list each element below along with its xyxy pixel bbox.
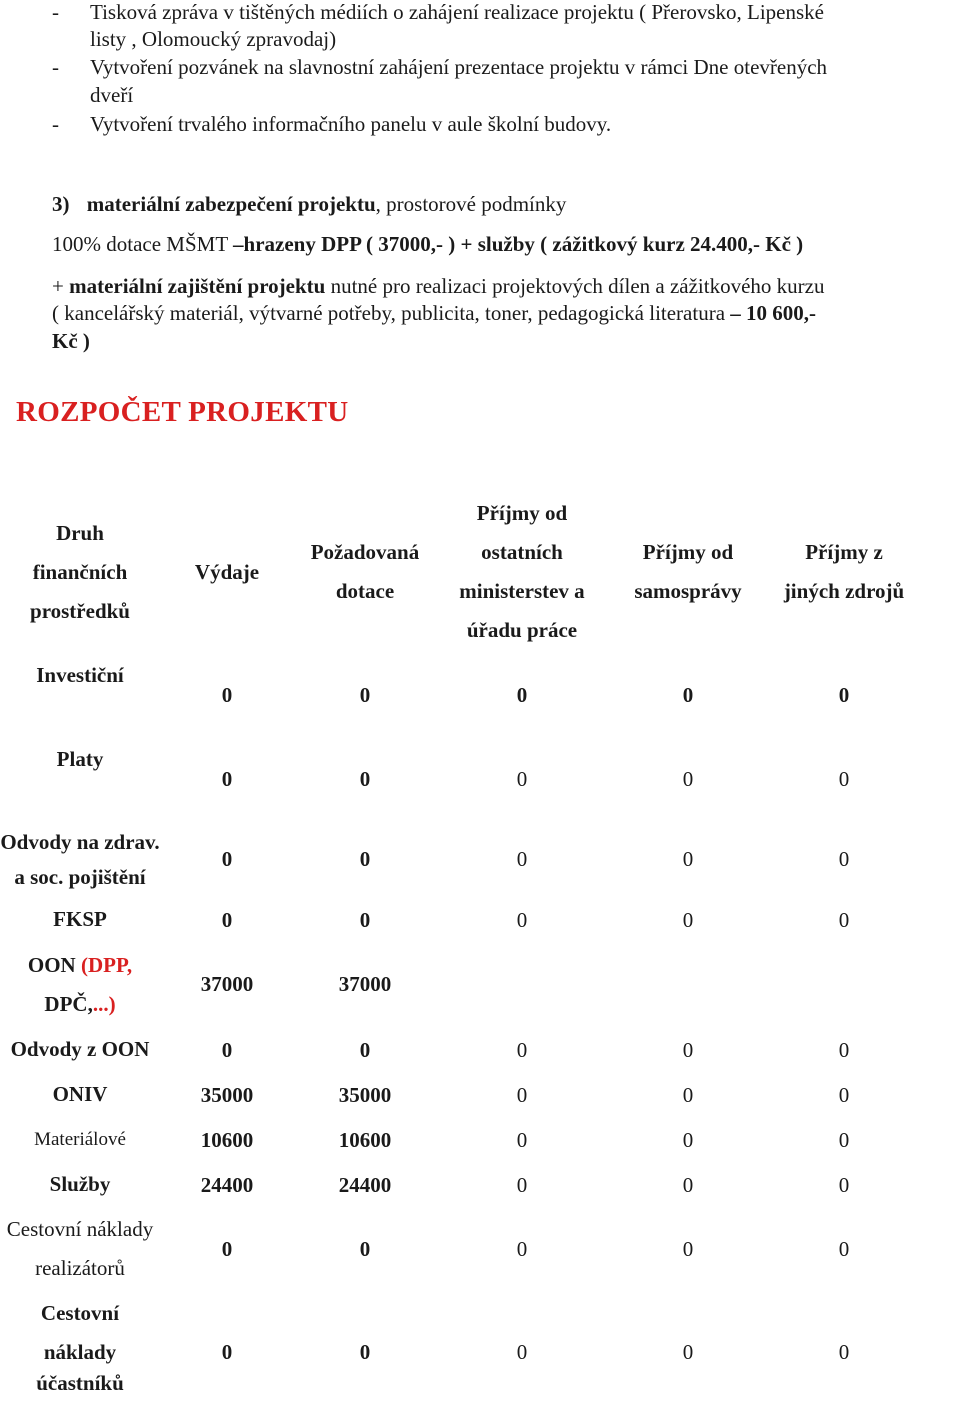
cell-value: 0 <box>838 847 850 871</box>
budget-title: ROZPOČET PROJEKTU <box>16 396 349 428</box>
bullet-text: dveří <box>90 83 134 107</box>
cell-value: 0 <box>221 1237 233 1261</box>
bullet-dash: - <box>52 112 59 136</box>
cell-value: 0 <box>838 1340 850 1364</box>
cell-value: 0 <box>359 908 371 932</box>
header-expenses: Výdaje <box>194 560 260 584</box>
cell-value: 0 <box>838 1128 850 1152</box>
cell-value: 0 <box>516 767 528 791</box>
cell-value: 0 <box>682 1340 694 1364</box>
row-label: Materiálové <box>34 1129 126 1150</box>
cell-value: 0 <box>682 1083 694 1107</box>
cell-value: 0 <box>359 1038 371 1062</box>
cell-value: 0 <box>516 908 528 932</box>
cell-value: 0 <box>682 1237 694 1261</box>
cell-value: 10600 <box>338 1128 392 1152</box>
cell-value: 0 <box>221 1340 233 1364</box>
cell-value: 0 <box>682 683 694 707</box>
cell-value: 0 <box>359 683 371 707</box>
material-line: Kč ) <box>52 329 90 353</box>
cell-value: 0 <box>359 847 371 871</box>
row-label: Odvody z OON <box>10 1037 150 1061</box>
cell-value: 0 <box>838 1038 850 1062</box>
cell-value: 24400 <box>200 1173 254 1197</box>
row-label: FKSP <box>53 907 107 931</box>
cell-value: 0 <box>682 767 694 791</box>
cell-value: 35000 <box>338 1083 392 1107</box>
cell-value: 0 <box>221 683 233 707</box>
bullet-dash: - <box>52 55 59 79</box>
row-label: Investiční <box>36 663 124 687</box>
header-self-government: Příjmy od samosprávy <box>634 540 742 603</box>
row-label: OON (DPP, <box>27 953 133 977</box>
cell-value: 37000 <box>338 972 392 996</box>
cell-value: 0 <box>682 847 694 871</box>
bullet-text: Vytvoření trvalého informačního panelu v aule školní budovy. <box>90 112 612 136</box>
cell-value: 0 <box>682 908 694 932</box>
bullet-dash: - <box>52 0 59 24</box>
cell-value: 0 <box>682 1128 694 1152</box>
header-other-ministries: Příjmy od ostatních ministerstev a úřadu práce <box>459 501 585 642</box>
header-requested-grant: Požadovaná dotace <box>310 540 420 603</box>
cell-value: 0 <box>359 1237 371 1261</box>
cell-value: 10600 <box>200 1128 254 1152</box>
cell-value: 0 <box>516 1038 528 1062</box>
cell-value: 0 <box>838 683 850 707</box>
section-heading: 3) materiální zabezpečení projektu, prostorové podmínky <box>52 192 567 216</box>
header-other-sources: Příjmy z jiných zdrojů <box>783 540 905 603</box>
cell-value: 37000 <box>200 972 254 996</box>
cell-value: 0 <box>516 1083 528 1107</box>
header-fund-type: Druh finančních prostředků <box>30 521 130 623</box>
cell-value: 0 <box>359 767 371 791</box>
cell-value: 0 <box>516 847 528 871</box>
funding-line: 100% dotace MŠMT –hrazeny DPP ( 37000,- ) + služby ( zážitkový kurz 24.400,- Kč ) <box>52 232 804 256</box>
row-label: Cestovní náklady <box>6 1217 154 1241</box>
cell-value: 0 <box>516 1173 528 1197</box>
cell-value: 0 <box>221 1038 233 1062</box>
row-label: Platy <box>56 747 104 771</box>
cell-value: 24400 <box>338 1173 392 1197</box>
cell-value: 0 <box>516 1340 528 1364</box>
cell-value: 35000 <box>200 1083 254 1107</box>
row-label: realizátorů <box>35 1256 125 1280</box>
bullet-text: Tisková zpráva v tištěných médiích o zahájení realizace projektu ( Přerovsko, Lipenské <box>90 0 824 24</box>
row-label: účastníků <box>36 1371 124 1395</box>
row-label: a soc. pojištění <box>14 865 146 889</box>
cell-value: 0 <box>516 683 528 707</box>
row-label: Odvody na zdrav. <box>0 830 160 854</box>
material-line: + materiální zajištění projektu nutné pro realizaci projektových dílen a zážitkového kurzu <box>52 274 825 298</box>
cell-value: 0 <box>682 1038 694 1062</box>
cell-value: 0 <box>838 1173 850 1197</box>
cell-value: 0 <box>838 1237 850 1261</box>
bullet-text: Vytvoření pozvánek na slavnostní zahájení prezentace projektu v rámci Dne otevřených <box>90 55 828 79</box>
row-label: Cestovní <box>40 1301 120 1325</box>
bullet-text: listy , Olomoucký zpravodaj) <box>90 27 337 51</box>
cell-value: 0 <box>221 767 233 791</box>
row-label: ONIV <box>52 1082 108 1106</box>
cell-value: 0 <box>682 1173 694 1197</box>
cell-value: 0 <box>838 767 850 791</box>
cell-value: 0 <box>838 1083 850 1107</box>
material-line: ( kancelářský materiál, výtvarné potřeby, publicita, toner, pedagogická literatura – 10 600,- <box>52 301 817 325</box>
row-label: Služby <box>49 1172 111 1196</box>
row-label: náklady <box>43 1340 117 1364</box>
cell-value: 0 <box>516 1128 528 1152</box>
cell-value: 0 <box>838 908 850 932</box>
cell-value: 0 <box>516 1237 528 1261</box>
cell-value: 0 <box>359 1340 371 1364</box>
cell-value: 0 <box>221 847 233 871</box>
row-label: DPČ,...) <box>44 992 116 1016</box>
cell-value: 0 <box>221 908 233 932</box>
